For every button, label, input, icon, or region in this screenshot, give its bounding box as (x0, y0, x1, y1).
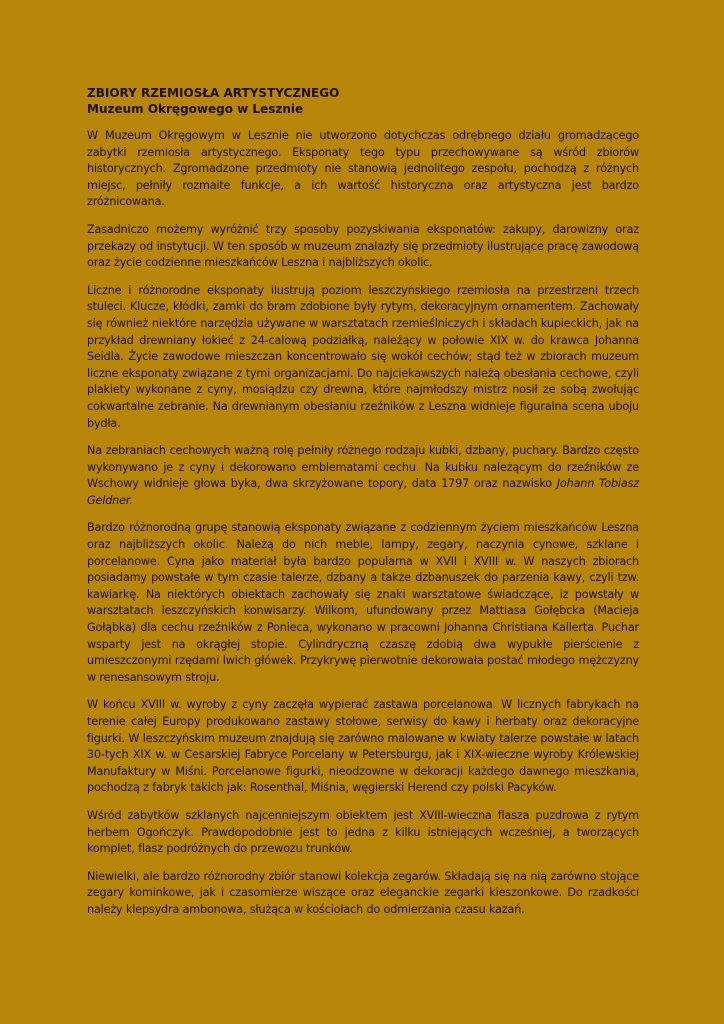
paragraph-3: Liczne i różnorodne eksponaty ilustrują poziom leszczyńskiego rzemiosła na przestrzeni trzech stuleci. Klucze, kłódki, zamki do bram zdobione były rytym, dekoracyjnym ornamentem. Zachowały się również niektóre narzędzia używane w warsztatach rzemieślniczych i składach kupieckich, jak na przykład drewniany łokieć z 24-calową podziałką, należący w połowie XIX w. do krawca Johanna Seidla. Życie zawodowe mieszczan koncentrowało się wokół cechów; stąd też w zbiorach muzeum liczne eksponaty związane z tymi organizacjami. Do najciekawszych należą obesłania cechowe, czyli plakiety wykonane z cyny, mosiądzu czy drewna, które najmłodszy mistrz nosił ze sobą zwołując cokwartalne zebranie. Na drewnianym obesłaniu rzeźników z Leszna widnieje figuralna scena uboju bydła. (87, 283, 639, 430)
paragraph-6: W końcu XVIII w. wyroby z cyny zaczęła wypierać zastawa porcelanowa. W licznych fabrykach na terenie całej Europy produkowano zastawy stołowe, serwisy do kawy i herbaty oraz dekoracyjne figurki. W leszczyńskim muzeum znajdują się zarówno malowane w kwiaty talerze powstałe w latach 30-tych XIX w. w Cesarskiej Fabryce Porcelany w Petersburgu, jak i XIX-wieczne wyroby Królewskiej Manufaktury w Miśni. Porcelanowe figurki, nieodzowne w dekoracji każdego dawnego mieszkania, pochodzą z fabryk takich jak: Rosenthal, Miśnia, węgierski Herend czy polski Pacyków. (87, 698, 639, 795)
italic-name: Johann Tobiasz Geldner. (87, 477, 639, 507)
document-subtitle: Muzeum Okręgowego w Lesznie (87, 102, 304, 116)
paragraph-5: Bardzo różnorodną grupę stanowią eksponaty związane z codziennym życiem mieszkańców Leszna oraz najbliższych okolic. Należą do nich meble, lampy, zegary, naczynia cynowe, szklane i porcelanowe. Cyna jako materiał była bardzo popularna w XVII i XVIII w. W naszych zbiorach posiadamy powstałe w tym czasie talerze, dzbany a także dzbanuszek do parzenia kawy, czyli tzw. kawiarkę. Na niektórych obiektach zachowały się znaki warsztatowe świadczące, iż powstały w warsztatach leszczyńskich konwisarzy. Wilkom, ufundowany przez Mattiasa Gołębcka (Macieja Gołąbka) dla cechu rzeźników z Ponieca, wykonano w pracowni Johanna Christiana Kallerta. Puchar wsparty jest na okrągłej stopie. Cylindryczną czaszę zdobią dwa wypukłe pierścienie z umieszczonymi rzędami lwich główek. Przykrywę pierwotnie dekorowała postać młodego mężczyzny w renesansowym stroju. (87, 521, 639, 684)
paragraph-7: Wśród zabytków szklanych najcenniejszym obiektem jest XVIII-wieczna flasza puzdrowa z rytym herbem Ogończyk. Prawdopodobnie jest to jedna z kilku istniejących wcześniej, a tworzących komplet, flasz podróżnych do przewozu trunków. (87, 808, 639, 856)
document-page (87, 85, 639, 930)
paragraph-4 (87, 443, 639, 509)
paragraph-4-text: Na zebraniach cechowych ważną rolę pełniły różnego rodzaju kubki, dzbany, puchary. Bardzo często wykonywano je z cyny i dekorowano emblematami cechu. Na kubku należącym do rzeźników ze Wschowy widnieje głowa byka, dwa skrzyżowane topory, data 1797 oraz nazwisko (87, 444, 639, 491)
paragraph-8: Niewielki, ale bardzo różnorodny zbiór stanowi kolekcja zegarów. Składają się na nią zarówno stojące zegary kominkowe, jak i czasomierze wiszące oraz eleganckie zegarki kieszonkowe. Do rzadkości należy klepsydra ambonowa, służąca w kościołach do odmierzania czasu kazań. (87, 869, 639, 916)
paragraph-1: W Muzeum Okręgowym w Lesznie nie utworzono dotychczas odrębnego działu gromadzącego zabytki rzemiosła artystycznego. Eksponaty tego typu przechowywane są wśród zbiorów historycznych. Zgromadzone przedmioty nie stanowią jednolitego zespołu, pochodzą z różnych miejsc, pełniły rozmaite funkcje, a ich wartość historyczna oraz artystyczna jest bardzo zróżnicowana. (87, 129, 639, 209)
paragraph-2: Zasadniczo możemy wyróżnić trzy sposoby pozyskiwania eksponatów: zakupy, darowizny oraz przekazy od instytucji. W ten sposób w muzeum znalazły się przedmioty ilustrujące pracę zawodową oraz życie codzienne mieszkańców Leszna i najbliższych okolic. (87, 222, 639, 270)
document-title: ZBIORY RZEMIOSŁA ARTYSTYCZNEGO (87, 86, 340, 100)
